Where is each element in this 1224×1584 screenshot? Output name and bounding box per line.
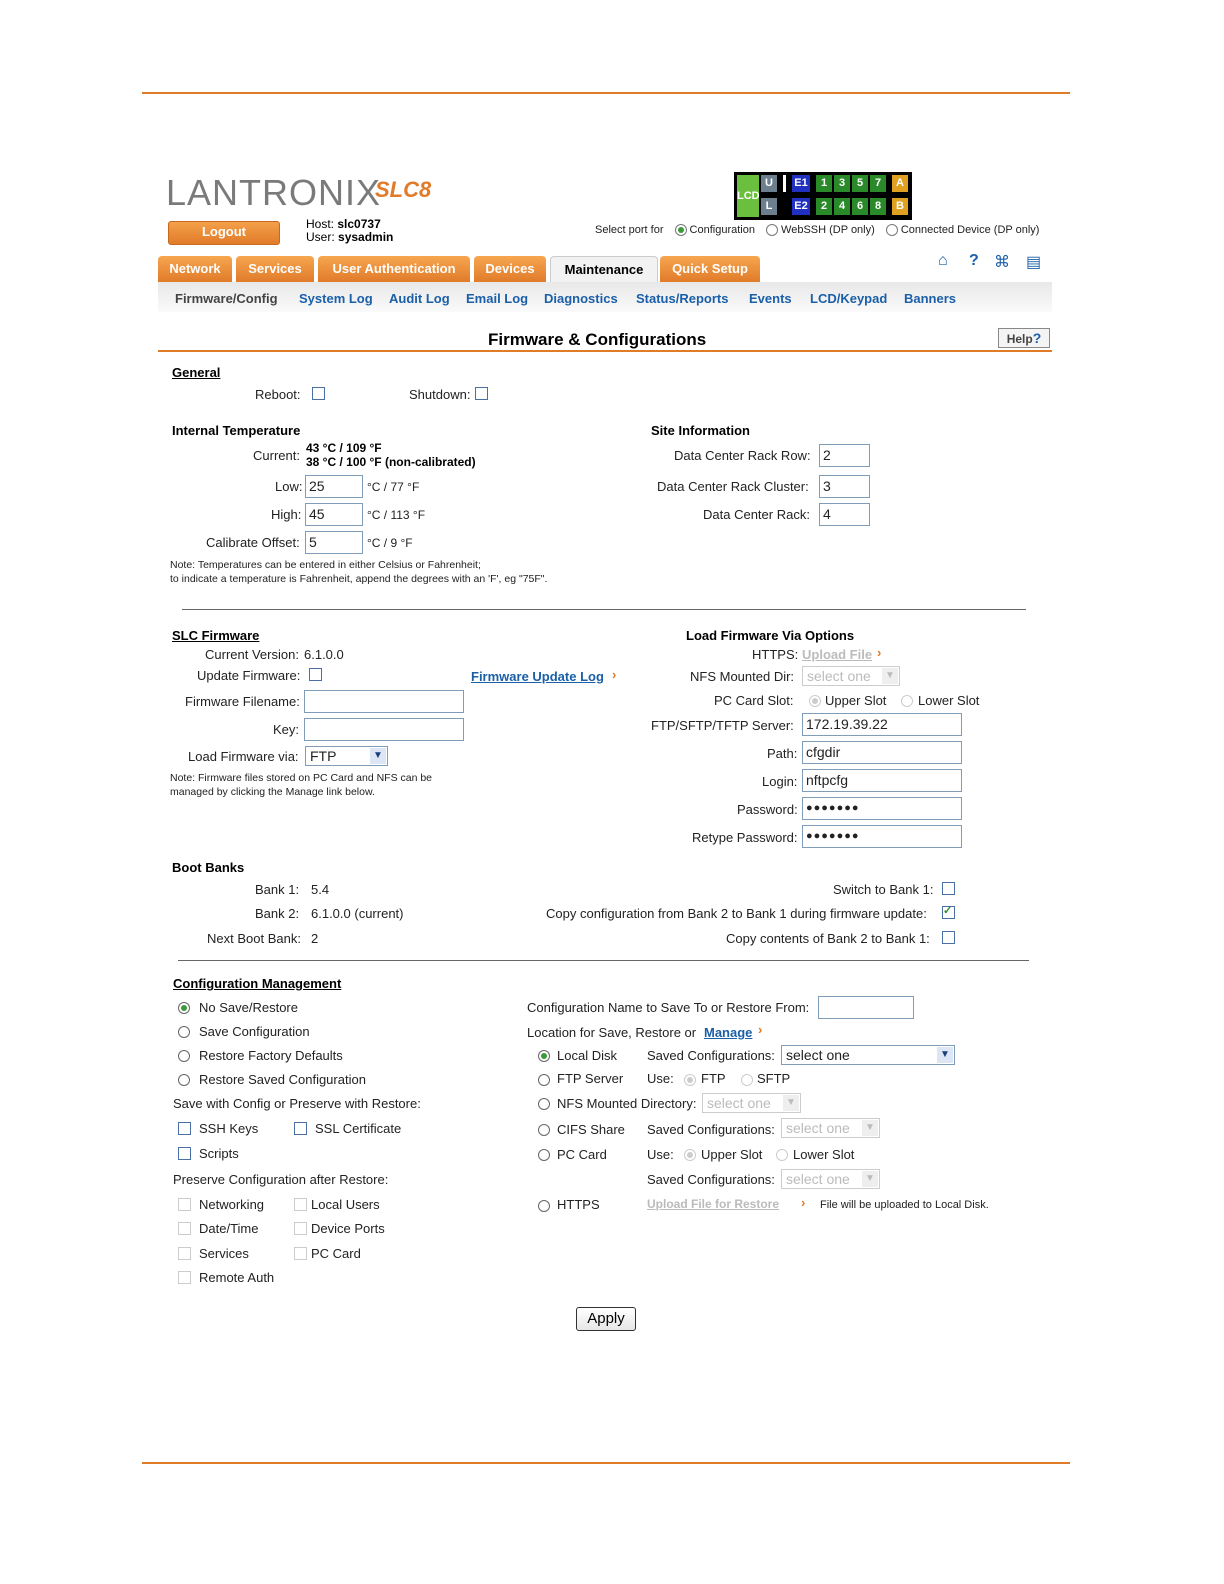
pc-lower-slot-label: Lower Slot <box>793 1147 855 1162</box>
load-firmware-via-label: Load Firmware via: <box>188 749 299 764</box>
copy-contents-label: Copy contents of Bank 2 to Bank 1: <box>726 931 930 946</box>
pc-saved-configs-label: Saved Configurations: <box>647 1172 775 1187</box>
https-label: HTTPS: <box>752 647 799 662</box>
nfs-mounted-dir-select[interactable]: select one ▼ <box>802 666 900 686</box>
bank1-label: Bank 1: <box>255 882 300 897</box>
cifs-saved-configs-select[interactable]: select one ▼ <box>781 1118 880 1138</box>
ftp-label: FTP <box>701 1071 726 1086</box>
current-temp-label: Current: <box>253 448 300 463</box>
chevron-down-icon: ▼ <box>370 748 386 764</box>
scripts-checkbox[interactable] <box>178 1147 191 1160</box>
subtab-system-log[interactable]: System Log <box>299 291 373 306</box>
calibrate-offset-label: Calibrate Offset: <box>206 535 300 550</box>
site-map-icon[interactable]: ⌘ <box>994 254 1010 271</box>
subtab-banners[interactable]: Banners <box>904 291 957 306</box>
port-select-option: Configuration <box>689 224 755 236</box>
remote-auth-label: Remote Auth <box>199 1270 275 1285</box>
temperature-note-line: to indicate a temperature is Fahrenheit, append the degrees with an 'F', eg "75F". <box>170 573 548 585</box>
model-name: SLC8 <box>375 177 432 202</box>
pc-saved-configs-select[interactable]: select one ▼ <box>781 1169 880 1189</box>
use-label: Use: <box>647 1071 674 1086</box>
sftp-label: SFTP <box>757 1071 791 1086</box>
port-select-option: Connected Device (DP only) <box>900 224 1040 236</box>
rack-cluster-label: Data Center Rack Cluster: <box>657 479 809 494</box>
ftp-radio[interactable] <box>684 1074 696 1086</box>
chevron-right-icon: › <box>877 645 882 660</box>
port-l[interactable]: L <box>761 198 777 215</box>
local-users-label: Local Users <box>311 1197 380 1212</box>
port-1[interactable]: 1 <box>816 175 832 192</box>
boot-banks-heading: Boot Banks <box>172 860 245 875</box>
ssl-cert-checkbox[interactable] <box>294 1122 307 1135</box>
sftp-radio[interactable] <box>741 1074 753 1086</box>
password-label: Password: <box>737 802 798 817</box>
server-input[interactable]: 172.19.39.22 <box>802 713 962 736</box>
port-7[interactable]: 7 <box>870 175 886 192</box>
firmware-heading: SLC Firmware <box>172 628 260 643</box>
pc-card-radio[interactable] <box>538 1149 550 1161</box>
preserve-label: Preserve Configuration after Restore: <box>173 1172 389 1187</box>
retype-password-input[interactable]: ●●●●●●● <box>802 825 962 848</box>
help-button[interactable]: Help? <box>998 328 1050 348</box>
local-disk-label: Local Disk <box>557 1048 617 1063</box>
key-input[interactable] <box>304 718 464 741</box>
home-icon[interactable]: ⌂ <box>938 252 948 269</box>
ssl-cert-label: SSL Certificate <box>315 1121 402 1136</box>
next-boot-bank-value: 2 <box>311 931 319 946</box>
port-3[interactable]: 3 <box>834 175 850 192</box>
nfs-dir-radio[interactable] <box>538 1098 550 1110</box>
chevron-down-icon: ▼ <box>862 1120 878 1136</box>
firmware-note-line: Note: Firmware files stored on PC Card and NFS can be <box>170 772 433 784</box>
load-options-heading: Load Firmware Via Options <box>686 628 855 643</box>
update-firmware-label: Update Firmware: <box>197 668 301 683</box>
config-name-label: Configuration Name to Save To or Restore From: <box>527 1000 810 1015</box>
subtab-events[interactable]: Events <box>749 291 792 306</box>
save-configuration-radio[interactable] <box>178 1026 190 1038</box>
subtab-firmware-config[interactable]: Firmware/Config <box>175 291 278 306</box>
https-location-label: HTTPS <box>557 1197 600 1212</box>
chevron-down-icon: ▼ <box>937 1047 953 1063</box>
low-temp-label: Low: <box>275 479 303 494</box>
high-temp-unit: °C / 113 °F <box>367 508 426 522</box>
port-6[interactable]: 6 <box>852 198 868 215</box>
logout-button[interactable]: Logout <box>168 221 280 245</box>
next-boot-bank-label: Next Boot Bank: <box>207 931 301 946</box>
services-label: Services <box>199 1246 249 1261</box>
pc-upper-slot-label: Upper Slot <box>701 1147 763 1162</box>
update-firmware-checkbox[interactable] <box>309 668 322 681</box>
save-configuration-label: Save Configuration <box>199 1024 310 1039</box>
pc-card-location-label: PC Card <box>557 1147 607 1162</box>
restore-factory-label: Restore Factory Defaults <box>199 1048 343 1063</box>
firmware-filename-input[interactable] <box>304 690 464 713</box>
rack-cluster-input[interactable]: 3 <box>819 475 870 498</box>
pc-card-checkbox[interactable] <box>294 1247 307 1260</box>
local-users-checkbox[interactable] <box>294 1198 307 1211</box>
no-save-restore-label: No Save/Restore <box>199 1000 298 1015</box>
temperature-heading: Internal Temperature <box>172 423 301 438</box>
high-temp-input[interactable]: 45 <box>305 503 363 526</box>
lower-slot-radio[interactable] <box>901 695 913 707</box>
subtab-lcd-keypad[interactable]: LCD/Keypad <box>810 291 888 306</box>
switch-bank-label: Switch to Bank 1: <box>833 882 934 897</box>
low-temp-input[interactable]: 25 <box>305 475 363 498</box>
key-label: Key: <box>273 722 300 737</box>
networking-label: Networking <box>199 1197 265 1212</box>
calibrate-offset-unit: °C / 9 °F <box>367 536 413 550</box>
shutdown-label: Shutdown: <box>409 387 471 402</box>
bank1-value: 5.4 <box>311 882 330 897</box>
port-2[interactable]: 2 <box>816 198 832 215</box>
host-info: Host: slc0737 User: sysadmin <box>306 217 394 244</box>
ssh-keys-checkbox[interactable] <box>178 1122 191 1135</box>
firmware-update-log-link[interactable]: Firmware Update Log <box>471 669 604 684</box>
port-panel <box>734 172 912 220</box>
password-input[interactable]: ●●●●●●● <box>802 797 962 820</box>
ftp-server-label: FTP Server <box>557 1071 624 1086</box>
rack-row-input[interactable]: 2 <box>819 444 870 467</box>
firmware-note-line: managed by clicking the Manage link below. <box>170 786 375 798</box>
https-radio[interactable] <box>538 1200 550 1212</box>
temperature-note-line: Note: Temperatures can be entered in either Celsius or Fahrenheit; <box>170 559 481 571</box>
port-a[interactable]: A <box>892 175 908 192</box>
no-save-restore-radio[interactable] <box>178 1002 190 1014</box>
port-select-option: WebSSH (DP only) <box>781 224 875 236</box>
chevron-down-icon: ▼ <box>783 1095 799 1111</box>
apply-button[interactable]: Apply <box>576 1307 636 1331</box>
high-temp-label: High: <box>271 507 302 522</box>
scripts-label: Scripts <box>199 1146 239 1161</box>
upper-slot-label: Upper Slot <box>825 693 887 708</box>
log-icon[interactable]: ▤ <box>1026 254 1042 271</box>
services-checkbox[interactable] <box>178 1247 191 1260</box>
bank2-value: 6.1.0.0 (current) <box>311 906 404 921</box>
upload-restore-link[interactable]: Upload File for Restore <box>647 1197 780 1211</box>
help-icon[interactable]: ? <box>969 252 979 269</box>
subtab-email-log[interactable]: Email Log <box>466 291 529 306</box>
chevron-down-icon: ▼ <box>882 668 898 684</box>
config-name-input[interactable] <box>818 996 914 1019</box>
low-temp-unit: °C / 77 °F <box>367 480 420 494</box>
retype-password-label: Retype Password: <box>692 830 798 845</box>
subtab-audit-log[interactable]: Audit Log <box>389 291 450 306</box>
firmware-note <box>170 771 432 799</box>
saved-configs-select[interactable]: select one ▼ <box>781 1045 955 1065</box>
upload-note: File will be uploaded to Local Disk. <box>820 1199 989 1211</box>
firmware-filename-label: Firmware Filename: <box>185 694 300 709</box>
cifs-share-radio[interactable] <box>538 1124 550 1136</box>
pc-upper-slot-radio[interactable] <box>684 1149 696 1161</box>
switch-bank-checkbox[interactable] <box>942 882 955 895</box>
device-ports-label: Device Ports <box>311 1221 385 1236</box>
save-with-label: Save with Config or Preserve with Restore: <box>173 1096 421 1111</box>
local-disk-radio[interactable] <box>538 1050 550 1062</box>
restore-saved-radio[interactable] <box>178 1074 190 1086</box>
server-label: FTP/SFTP/TFTP Server: <box>651 718 794 733</box>
chevron-right-icon: › <box>758 1022 763 1037</box>
tab-devices[interactable]: Devices <box>474 256 546 282</box>
login-label: Login: <box>762 774 798 789</box>
cifs-saved-configs-label: Saved Configurations: <box>647 1122 775 1137</box>
subtab-diagnostics[interactable]: Diagnostics <box>544 291 618 306</box>
title-underline <box>158 350 1052 352</box>
copy-config-label: Copy configuration from Bank 2 to Bank 1 during firmware update: <box>546 906 927 921</box>
port-u[interactable]: U <box>761 175 777 192</box>
port-select-connected-radio[interactable] <box>886 224 898 236</box>
subtab-status-reports[interactable]: Status/Reports <box>636 291 729 306</box>
ftp-server-radio[interactable] <box>538 1074 550 1086</box>
tab-maintenance[interactable]: Maintenance <box>550 256 658 283</box>
pc-lower-slot-radio[interactable] <box>776 1149 788 1161</box>
port-e1[interactable]: E1 <box>792 175 810 192</box>
rack-input[interactable]: 4 <box>819 503 870 526</box>
port-divider <box>783 175 786 192</box>
tab-network[interactable]: Network <box>158 256 232 282</box>
rack-row-label: Data Center Rack Row: <box>674 448 811 463</box>
port-b[interactable]: B <box>892 198 908 215</box>
chevron-right-icon: › <box>612 667 617 682</box>
reboot-checkbox[interactable] <box>312 387 325 400</box>
current-version-label: Current Version: <box>205 647 299 662</box>
bank2-label: Bank 2: <box>255 906 300 921</box>
site-info-heading: Site Information <box>651 423 750 438</box>
config-management-heading: Configuration Management <box>173 976 342 991</box>
nfs-dir-select[interactable]: select one ▼ <box>702 1093 801 1113</box>
restore-saved-label: Restore Saved Configuration <box>199 1072 366 1087</box>
nfs-dir-label: NFS Mounted Directory: <box>557 1096 697 1111</box>
copy-contents-checkbox[interactable] <box>942 931 955 944</box>
saved-configs-label: Saved Configurations: <box>647 1048 775 1063</box>
tab-quick-setup[interactable]: Quick Setup <box>660 256 760 282</box>
remote-auth-checkbox[interactable] <box>178 1271 191 1284</box>
manage-link[interactable]: Manage <box>704 1025 753 1040</box>
port-5[interactable]: 5 <box>852 175 868 192</box>
date-time-label: Date/Time <box>199 1221 259 1236</box>
temperature-note <box>170 558 547 586</box>
copy-config-checkbox[interactable] <box>942 906 955 919</box>
page-rule-top <box>142 92 1070 94</box>
page-title: Firmware & Configurations <box>488 330 707 349</box>
upper-slot-radio[interactable] <box>809 695 821 707</box>
device-ports-checkbox[interactable] <box>294 1222 307 1235</box>
port-e2[interactable]: E2 <box>792 198 810 215</box>
current-temp-value <box>306 441 476 469</box>
networking-checkbox[interactable] <box>178 1198 191 1211</box>
chevron-right-icon: › <box>801 1195 806 1210</box>
shutdown-checkbox[interactable] <box>475 387 488 400</box>
pc-card-use-label: Use: <box>647 1147 674 1162</box>
load-firmware-via-select[interactable]: FTP ▼ <box>305 746 388 766</box>
date-time-checkbox[interactable] <box>178 1222 191 1235</box>
port-4[interactable]: 4 <box>834 198 850 215</box>
reboot-label: Reboot: <box>255 387 301 402</box>
tab-user-authentication[interactable]: User Authentication <box>318 256 470 282</box>
pc-card-slot-label: PC Card Slot: <box>714 693 794 708</box>
general-heading: General <box>172 365 221 380</box>
page-rule-bottom <box>142 1462 1070 1464</box>
location-label: Location for Save, Restore or <box>527 1025 697 1040</box>
login-input[interactable]: nftpcfg <box>802 769 962 792</box>
pc-card-label: PC Card <box>311 1246 361 1261</box>
port-select-webssh-radio[interactable] <box>766 224 778 236</box>
nfs-mounted-dir-label: NFS Mounted Dir: <box>690 669 795 684</box>
divider <box>182 609 1026 610</box>
lantronix-logo: LANTRONIX <box>166 172 382 213</box>
port-lcd[interactable]: LCD <box>737 175 759 217</box>
port-select-configuration-radio[interactable] <box>675 224 687 236</box>
current-temp-line: 43 °C / 109 °F <box>306 441 382 455</box>
path-input[interactable]: cfgdir <box>802 741 962 764</box>
rack-label: Data Center Rack: <box>703 507 810 522</box>
lower-slot-label: Lower Slot <box>918 693 980 708</box>
current-temp-line: 38 °C / 100 °F (non-calibrated) <box>306 455 476 469</box>
current-version-value: 6.1.0.0 <box>304 647 344 662</box>
upload-file-link[interactable]: Upload File <box>802 647 873 662</box>
path-label: Path: <box>767 746 798 761</box>
port-select-label: Select port for <box>595 224 664 236</box>
tab-services[interactable]: Services <box>236 256 314 282</box>
calibrate-offset-input[interactable]: 5 <box>305 531 363 554</box>
restore-factory-radio[interactable] <box>178 1050 190 1062</box>
ssh-keys-label: SSH Keys <box>199 1121 259 1136</box>
chevron-down-icon: ▼ <box>862 1171 878 1187</box>
port-select-group <box>595 224 1039 236</box>
divider <box>178 960 1029 961</box>
cifs-share-label: CIFS Share <box>557 1122 625 1137</box>
port-8[interactable]: 8 <box>870 198 886 215</box>
